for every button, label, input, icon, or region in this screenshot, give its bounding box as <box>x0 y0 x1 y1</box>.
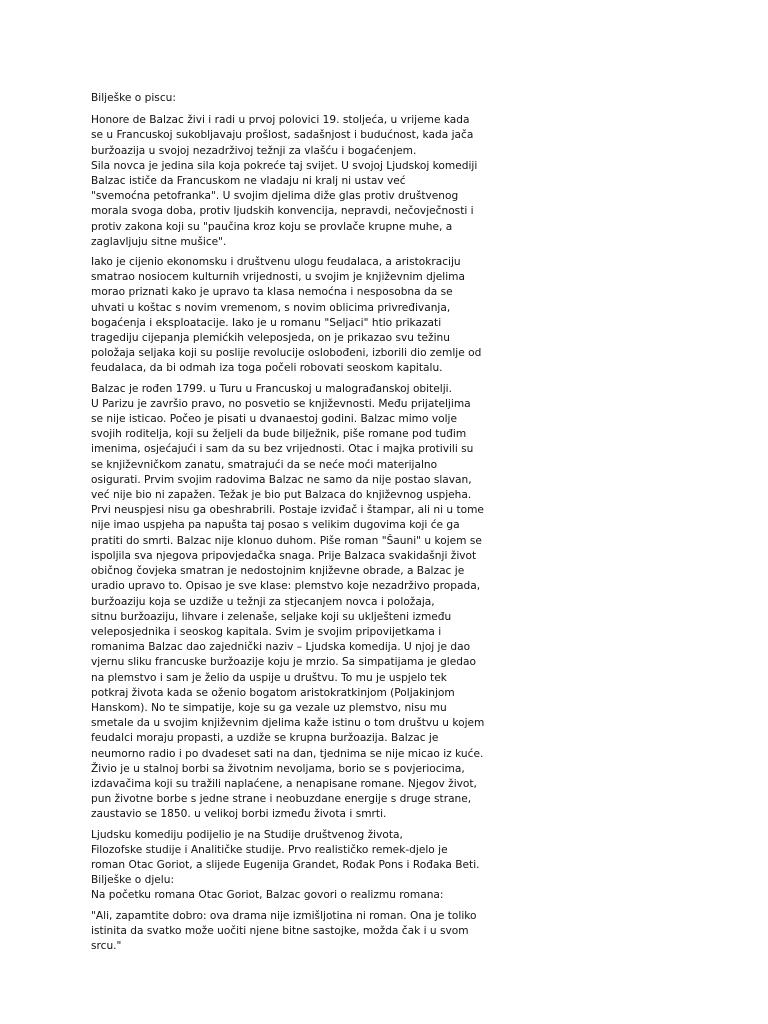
text-line: Filozofske studije i Analitičke studije. Prvo realističko remek-djelo je <box>91 843 448 856</box>
text-line: na plemstvo i sam je želio da uspije u društvu. To mu je uspjelo tek <box>91 671 447 684</box>
text-line: Honore de Balzac živi i radi u prvoj polovici 19. stoljeća, u vrijeme kada <box>91 114 470 127</box>
text-line: Bilješke o piscu: <box>91 92 176 104</box>
text-line: Balzac je rođen 1799. u Turu u Francuskoj u malograđanskoj obitelji. <box>91 382 452 395</box>
text-line: buržoaziju koja se uzdiže u težnji za stjecanjem novca i položaja, <box>91 595 435 608</box>
text-line: Hanskom). No te simpatije, koje su ga vezale uz plemstvo, nisu mu <box>91 701 447 714</box>
text-line: "Ali, zapamtite dobro: ova drama nije izmišljotina ni roman. Ona je toliko <box>91 909 477 922</box>
text-line: feudalaca, da bi odmah iza toga počeli robovati seoskom kapitalu. <box>91 362 443 375</box>
text-line: Na početku romana Otac Goriot, Balzac govori o realizmu romana: <box>91 889 444 902</box>
paragraph <box>91 113 671 250</box>
text-line: ispoljila sva njegova pripovjedačka snaga. Prije Balzaca svakidašnji život <box>91 549 477 562</box>
text-line: zaustavio se 1850. u velikoj borbi između života i smrti. <box>91 808 387 821</box>
text-line: Ljudsku komediju podijelio je na Studije društvenog života, <box>91 828 403 841</box>
text-line: položaja seljaka koji su poslije revolucije oslobođeni, izborili dio zemlje od <box>91 347 482 360</box>
text-line: morao priznati kako je upravo ta klasa nemoćna i nesposobna da se <box>91 286 453 299</box>
text-line: "svemoćna petofranka". U svojim djelima diže glas protiv društvenog <box>91 190 459 203</box>
text-line: U Parizu je završio pravo, no posvetio se književnosti. Među prijateljima <box>91 397 471 410</box>
text-line: se u Francuskoj sukobljavaju prošlost, sadašnjost i budućnost, kada jača <box>91 129 474 142</box>
paragraph <box>91 91 671 106</box>
text-line: sitnu buržoaziju, lihvare i zelenaše, seljake koji su uklješteni između <box>91 610 452 623</box>
text-line: buržoazija u svojoj nezadrživoj težnji za vlašću i bogaćenjem. <box>91 144 417 157</box>
text-line: protiv zakona koji su "paučina kroz koju se provlače krupne muhe, a <box>91 220 453 233</box>
text-line: potkraj života kada se oženio bogatom aristokratkinjom (Poljakinjom <box>91 686 455 699</box>
text-line: vjernu sliku francuske buržoazije koju je mrzio. Sa simpatijama je gledao <box>91 656 476 669</box>
text-line: romanima Balzac dao zajednički naziv – Ljudska komedija. U njoj je dao <box>91 641 471 654</box>
text-line: smetale da u svojim književnim djelima kaže istinu o tom društvu u kojem <box>91 717 485 730</box>
paragraph <box>91 382 671 823</box>
text-line: bogaćenja i eksploatacije. Iako je u romanu "Seljaci" htio prikazati <box>91 316 442 329</box>
text-line: imenima, osjećajući i sam da su bez vrijednosti. Otac i majka protivili su <box>91 443 474 456</box>
text-line: se nije isticao. Počeo je pisati u dvanaestoj godini. Balzac mimo volje <box>91 413 458 426</box>
text-line: svojih roditelja, koji su željeli da bude bilježnik, piše romane pod tuđim <box>91 428 467 441</box>
text-line: zaglavljuju sitne mušice". <box>91 235 227 248</box>
text-line: Prvi neuspjesi nisu ga obeshrabrili. Postaje izviđač i štampar, ali ni u tome <box>91 504 484 517</box>
paragraph <box>91 909 671 955</box>
text-line: neumorno radio i po dvadeset sati na dan, tjednima se nije micao iz kuće. <box>91 747 484 760</box>
text-line: Živio je u stalnoj borbi sa životnim nevoljama, borio se s povjeriocima, <box>91 762 465 775</box>
text-line: uradio upravo to. Opisao je sve klase: plemstvo koje nezadrživo propada, <box>91 580 481 593</box>
text-line: smatrao nosiocem kulturnih vrijednosti, u svojim je književnim djelima <box>91 271 465 284</box>
text-line: izdavačima koji su tražili naplaćene, a nenapisane romane. Njegov život, <box>91 777 477 790</box>
text-line: Iako je cijenio ekonomsku i društvenu ulogu feudalaca, a aristokraciju <box>91 256 461 269</box>
text-line: Sila novca je jedina sila koja pokreće taj svijet. U svojoj Ljudskoj komediji <box>91 159 478 172</box>
text-line: uhvati u koštac s novim vremenom, s novim oblicima privređivanja, <box>91 301 451 314</box>
text-line: Bilješke o djelu: <box>91 874 175 887</box>
paragraph <box>91 828 671 904</box>
text-line: osigurati. Prvim svojim radovima Balzac ne samo da nije postao slavan, <box>91 473 472 486</box>
paragraph <box>91 255 671 377</box>
text-line: tragediju cijepanja plemićkih veleposjeda, on je prikazao svu težinu <box>91 332 450 345</box>
text-line: feudalci moraju propasti, a uzdiže se krupna buržoazija. Balzac je <box>91 732 439 745</box>
text-line: običnog čovjeka smatran je nedostojnim književne obrade, a Balzac je <box>91 565 465 578</box>
text-line: već nije bio ni zapažen. Težak je bio put Balzaca do književnog uspjeha. <box>91 489 472 502</box>
text-line: se književničkom zanatu, smatrajući da se neće moći materijalno <box>91 458 438 471</box>
text-line: srcu." <box>91 939 122 952</box>
text-line: pratiti do smrti. Balzac nije klonuo duhom. Piše roman "Šauni" u kojem se <box>91 534 482 547</box>
document-page <box>91 91 671 959</box>
text-line: morala svoga doba, protiv ljudskih konvencija, nepravdi, nečovječnosti i <box>91 205 474 218</box>
text-line: istinita da svatko može uočiti njene bitne sastojke, možda čak i u svom <box>91 924 469 937</box>
text-line: nije imao uspjeha pa napušta taj posao s velikim dugovima koji će ga <box>91 519 460 532</box>
text-line: pun životne borbe s jedne strane i neobuzdane energije s druge strane, <box>91 793 472 806</box>
text-line: veleposjednika i seoskog kapitala. Svim je svojim pripovijetkama i <box>91 625 442 638</box>
text-line: Balzac ističe da Francuskom ne vladaju ni kralj ni ustav već <box>91 175 406 188</box>
text-line: roman Otac Goriot, a slijede Eugenija Grandet, Rođak Pons i Rođaka Beti. <box>91 858 480 871</box>
